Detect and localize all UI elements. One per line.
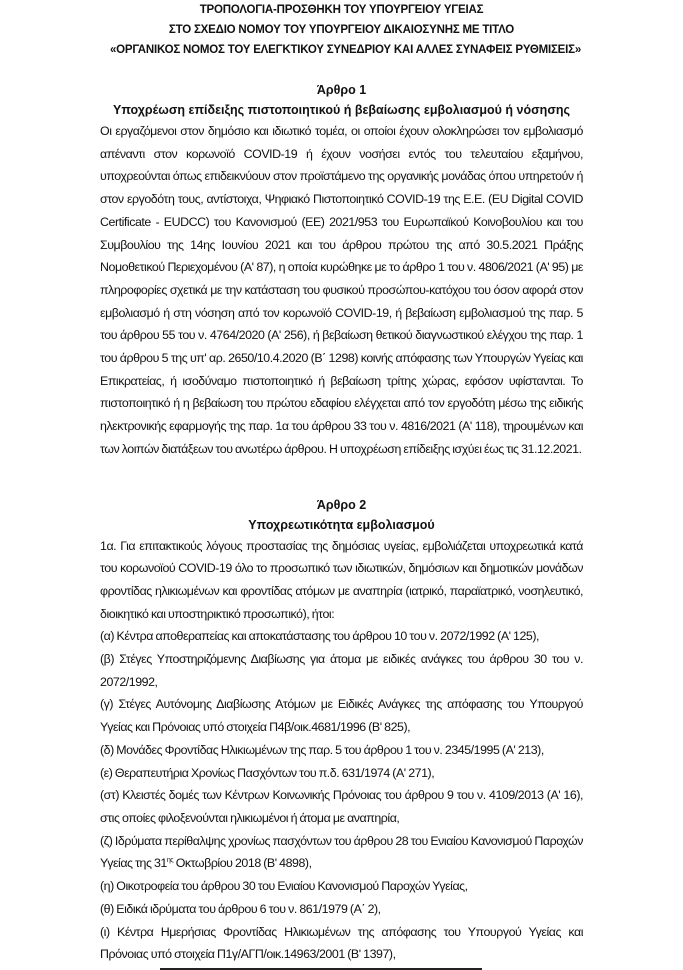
list-item: (στ) Κλειστές δομές των Κέντρων Κοινωνικής Πρόνοιας του άρθρου 9 του ν. 4109/2013 (Α' 16), στις οποίες φιλοξενούνται ηλικιωμένοι ή άτομα με αναπηρία, bbox=[100, 788, 583, 825]
ordinal-suffix: ης bbox=[166, 857, 174, 865]
article-1-number: Άρθρο 1 bbox=[316, 83, 367, 97]
list-item: (γ) Στέγες Αυτόνομης Διαβίωσης Ατόμων με Ειδικές Ανάγκες της απόφασης του Υπουργού Υγείας και Πρόνοιας υπό στοιχεία Π4β/οικ.4681/1996 (Β' 825), bbox=[100, 697, 583, 735]
list-item-tail: Οκτωβρίου 2018 (Β' 4898), bbox=[173, 856, 312, 871]
article-2-intro: 1α. Για επιτακτικούς λόγους προστασίας της δημόσιας υγείας, εμβολιάζεται υποχρεωτικά κατά του κορωνοϊού COVID-19 όλο το προσωπικό των ιδιωτικών, δημόσιων και δημοτικών μονάδων φροντίδας ηλικιωμένων και φροντίδας ατόμων με αναπηρία (ιατρικό, παραϊατρικό, νοσηλευτικό, διοικητικό και υποστηρικτικό προσωπικό), ήτοι: bbox=[100, 538, 583, 621]
header-line-3: «ΟΡΓΑΝΙΚΟΣ ΝΟΜΟΣ ΤΟΥ ΕΛΕΓΚΤΙΚΟΥ ΣΥΝΕΔΡΙΟΥ ΚΑΙ ΑΛΛΕΣ ΣΥΝΑΦΕΙΣ ΡΥΘΜΙΣΕΙΣ» bbox=[109, 44, 582, 56]
list-item-text: (ζ) Ιδρύματα περίθαλψης χρονίως πασχόντων του άρθρου 28 του Ενιαίου Κανονισμού Παροχών Υγείας της 31 bbox=[100, 833, 583, 871]
list-item: (ι) Κέντρα Ημερήσιας Φροντίδας Ηλικιωμένων της απόφασης του Υπουργού Υγείας και Πρόνοιας υπό στοιχεία Π1γ/ΑΓΠ/οικ.14963/2001 (Β' 1397), bbox=[100, 924, 583, 962]
list-item: (δ) Μονάδες Φροντίδας Ηλικιωμένων της παρ. 5 του άρθρου 1 του ν. 2345/1995 (Α' 213), bbox=[100, 742, 544, 757]
header-line-1: ΤΡΟΠΟΛΟΓΙΑ-ΠΡΟΣΘΗΚΗ ΤΟΥ ΥΠΟΥΡΓΕΙΟΥ ΥΓΕΙΑΣ bbox=[199, 4, 484, 16]
article-1-paragraph: Οι εργαζόμενοι στον δημόσιο και ιδιωτικό τομέα, οι οποίοι έχουν ολοκληρώσει τον εμβολιασμό απέναντι στον κορωνοϊό COVID-19 ή έχουν νοσήσει εντός του τελευταίου εξαμήνου, υποχρεούνται όπως επιδεικνύουν στον προϊστάμενο της οργανικής μονάδας όπου υπηρετούν ή στον εργοδότη τους, αντίστοιχα, Ψηφιακό Πιστοποιητικό COVID-19 της Ε.Ε. (EU Digital COVID Certificate - EUDCC) του Κανονισμού (ΕΕ) 2021/953 του Ευρωπαϊκού Κοινοβουλίου και του Συμβουλίου της 14ης Ιουνίου 2021 και του άρθρου πρώτου της από 30.5.2021 Πράξης Νομοθετικού Περιεχομένου (Α' 87), η οποία κυρώθηκε με το άρθρο 1 του ν. 4806/2021 (Α' 95) με πληροφορίες σχετικά με την κατάσταση του φυσικού προσώπου-κατόχου του όσον αφορά στον εμβολιασμό ή στη νόσηση από τον κορωνοϊό COVID-19, ή βεβαίωση εμβολιασμού της παρ. 5 του άρθρου 55 του ν. 4764/2020 (Α' 256), ή βεβαίωση θετικού διαγνωστικού ελέγχου της παρ. 1 του άρθρου 5 της υπ' αρ. 2650/10.4.2020 (Β΄ 1298) κοινής απόφασης των Υπουργών Υγείας και Επικρατείας, ή ισοδύναμο πιστοποιητικό ή βεβαίωση τρίτης χώρας, εφόσον υφίστανται. Το πιστοποιητικό ή η βεβαίωση του πρώτου εδαφίου ελέγχεται από τον εργοδότη μέσω της ειδικής ηλεκτρονικής εφαρμογής της παρ. 1α του άρθρου 33 του ν. 4816/2021 (Α' 118), τηρουμένων και των λοιπών διατάξεων του ανωτέρω άρθρου. Η υποχρέωση επίδειξης ισχύει έως τις 31.12.2021. bbox=[100, 124, 583, 456]
list-item: (ε) Θεραπευτήρια Χρονίως Πασχόντων του π.δ. 631/1974 (Α' 271), bbox=[100, 765, 435, 780]
list-item: (θ) Ειδικά ιδρύματα του άρθρου 6 του ν. 861/1979 (Α΄ 2), bbox=[100, 901, 381, 916]
header-line-2: ΣΤΟ ΣΧΕΔΙΟ ΝΟΜΟΥ ΤΟΥ ΥΠΟΥΡΓΕΙΟΥ ΔΙΚΑΙΟΣΥΝΗΣ ΜΕ ΤΙΤΛΟ bbox=[168, 24, 515, 36]
article-1-body bbox=[100, 120, 583, 461]
article-2-body bbox=[100, 535, 583, 966]
list-item: (α) Κέντρα αποθεραπείας και αποκατάστασης του άρθρου 10 του ν. 2072/1992 (Α' 125), bbox=[100, 629, 540, 644]
list-item: (β) Στέγες Υποστηριζόμενης Διαβίωσης για άτομα με ειδικές ανάγκες του άρθρου 30 του ν. 2072/1992, bbox=[100, 652, 583, 689]
article-1-title: Υποχρέωση επίδειξης πιστοποιητικού ή βεβαίωσης εμβολιασμού ή νόσησης bbox=[112, 103, 571, 117]
list-item bbox=[100, 830, 583, 875]
article-2-title: Υποχρεωτικότητα εμβολιασμού bbox=[248, 517, 435, 532]
article-2-number: Άρθρο 2 bbox=[316, 497, 367, 512]
list-item: (η) Οικοτροφεία του άρθρου 30 του Ενιαίου Κανονισμού Παροχών Υγείας, bbox=[100, 879, 468, 894]
